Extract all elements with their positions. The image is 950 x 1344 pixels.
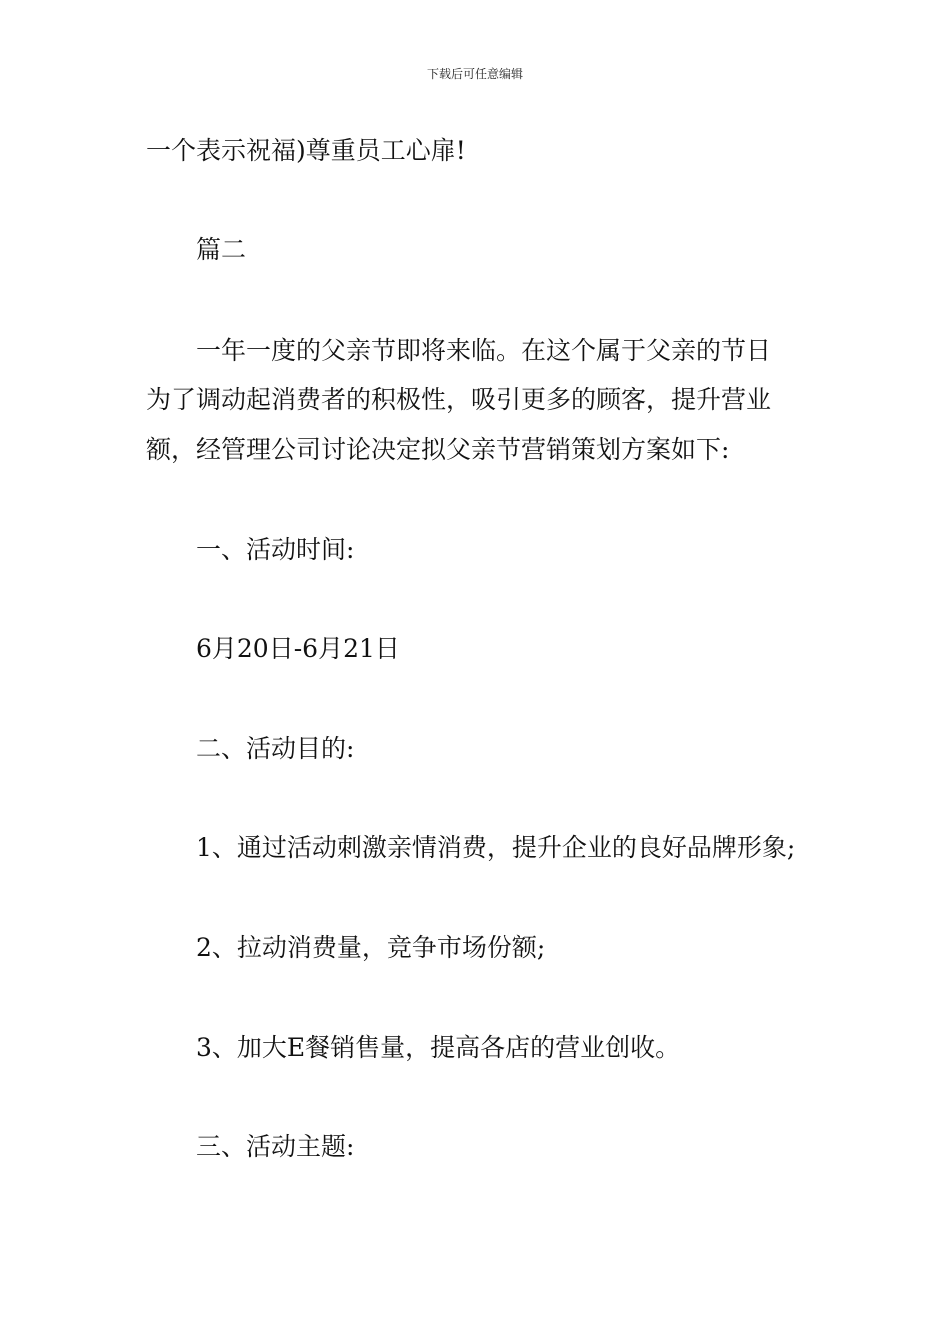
text-line: 一个表示祝福)尊重员工心扉!	[146, 136, 466, 165]
heading-activity-purpose: 二、活动目的:	[196, 734, 355, 763]
list-item: 2、拉动消费量，竞争市场份额;	[196, 933, 546, 962]
list-item: 3、加大E餐销售量，提高各店的营业创收。	[196, 1033, 681, 1062]
activity-date: 6月20日-6月21日	[196, 634, 400, 663]
text-line: 为了调动起消费者的积极性，吸引更多的顾客，提升营业	[146, 385, 772, 414]
heading-activity-theme: 三、活动主题:	[196, 1132, 355, 1161]
text-line: 一年一度的父亲节即将来临。在这个属于父亲的节日	[196, 336, 772, 365]
section-title: 篇二	[196, 235, 247, 264]
list-item: 1、通过活动刺激亲情消费，提升企业的良好品牌形象;	[196, 833, 796, 862]
page-header: 下载后可任意编辑	[426, 67, 523, 81]
text-line: 额，经管理公司讨论决定拟父亲节营销策划方案如下:	[146, 435, 730, 464]
heading-activity-time: 一、活动时间:	[196, 535, 355, 564]
